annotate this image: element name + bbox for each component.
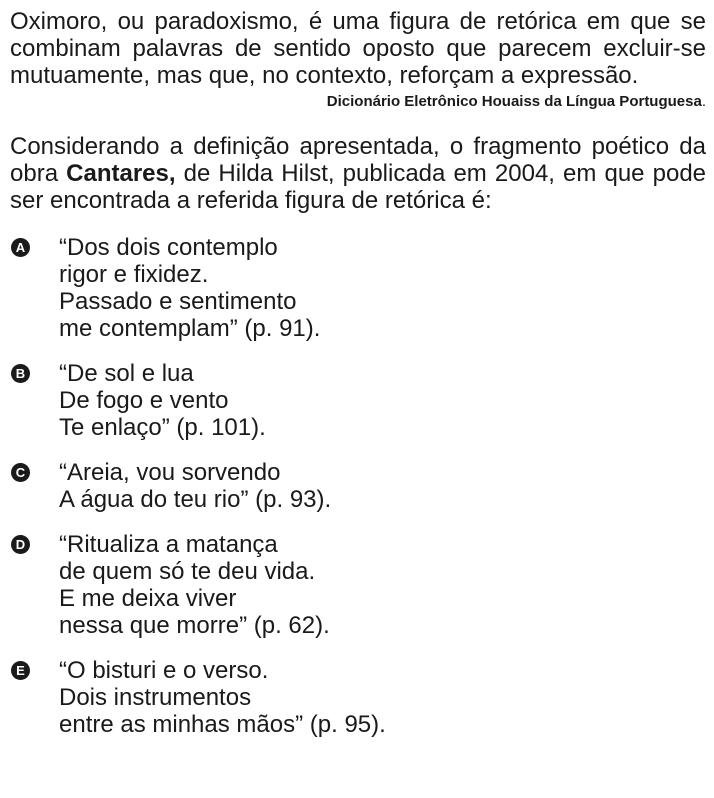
option-line: nessa que morre” (p. 62). [59,612,330,639]
option-line: “Dos dois contemplo [59,234,278,261]
option-line: me contemplam” (p. 91). [59,315,321,342]
option-line: Te enlaço” (p. 101). [59,414,266,441]
definition-source-end: . [701,93,706,110]
question-stem [10,133,706,214]
option-e-text [59,657,386,738]
definition-source-title: Dicionário Eletrônico Houaiss da Língua Portuguesa [326,93,702,110]
question-page [10,8,706,756]
option-a[interactable] [10,234,706,342]
option-line: A água do teu rio” (p. 93). [59,486,332,513]
option-line: De fogo e vento [59,387,229,414]
option-letter-e-icon: E [11,661,30,680]
option-d[interactable] [10,531,706,639]
option-b[interactable] [10,360,706,441]
option-letter-d-icon: D [11,535,30,554]
option-b-text [59,360,266,441]
option-line: “O bisturi e o verso. [59,657,269,684]
option-line: “Areia, vou sorvendo [59,459,281,486]
option-line: Dois instrumentos [59,684,252,711]
answer-options [10,234,706,738]
option-line: “Ritualiza a matança [59,531,278,558]
option-line: rigor e fixidez. [59,261,209,288]
option-line: Passado e sentimento [59,288,297,315]
option-line: “De sol e lua [59,360,194,387]
option-d-text [59,531,330,639]
option-c-text [59,459,331,513]
option-line: E me deixa viver [59,585,237,612]
option-e[interactable] [10,657,706,738]
work-title: Cantares, [66,160,176,187]
definition-text: Oximoro, ou paradoxismo, é uma figura de retórica em que se combinam palavras de sentido oposto que parecem excluir-se mutuamente, mas que, no contexto, reforçam a expressão. [10,8,706,89]
option-letter-c-icon: C [11,463,30,482]
option-line: entre as minhas mãos” (p. 95). [59,711,386,738]
option-letter-a-icon: A [11,238,30,257]
definition-source [10,93,706,111]
option-line: de quem só te deu vida. [59,558,316,585]
question-stem-part1: Considerando a definição apresentada, o fragmento poético da obra [10,133,706,187]
option-letter-b-icon: B [11,364,30,383]
question-stem-part2: de Hilda Hilst, publicada em 2004, em que pode ser encontrada a referida figura de retórica é: [10,160,707,214]
option-c[interactable] [10,459,706,513]
option-a-text [59,234,320,342]
